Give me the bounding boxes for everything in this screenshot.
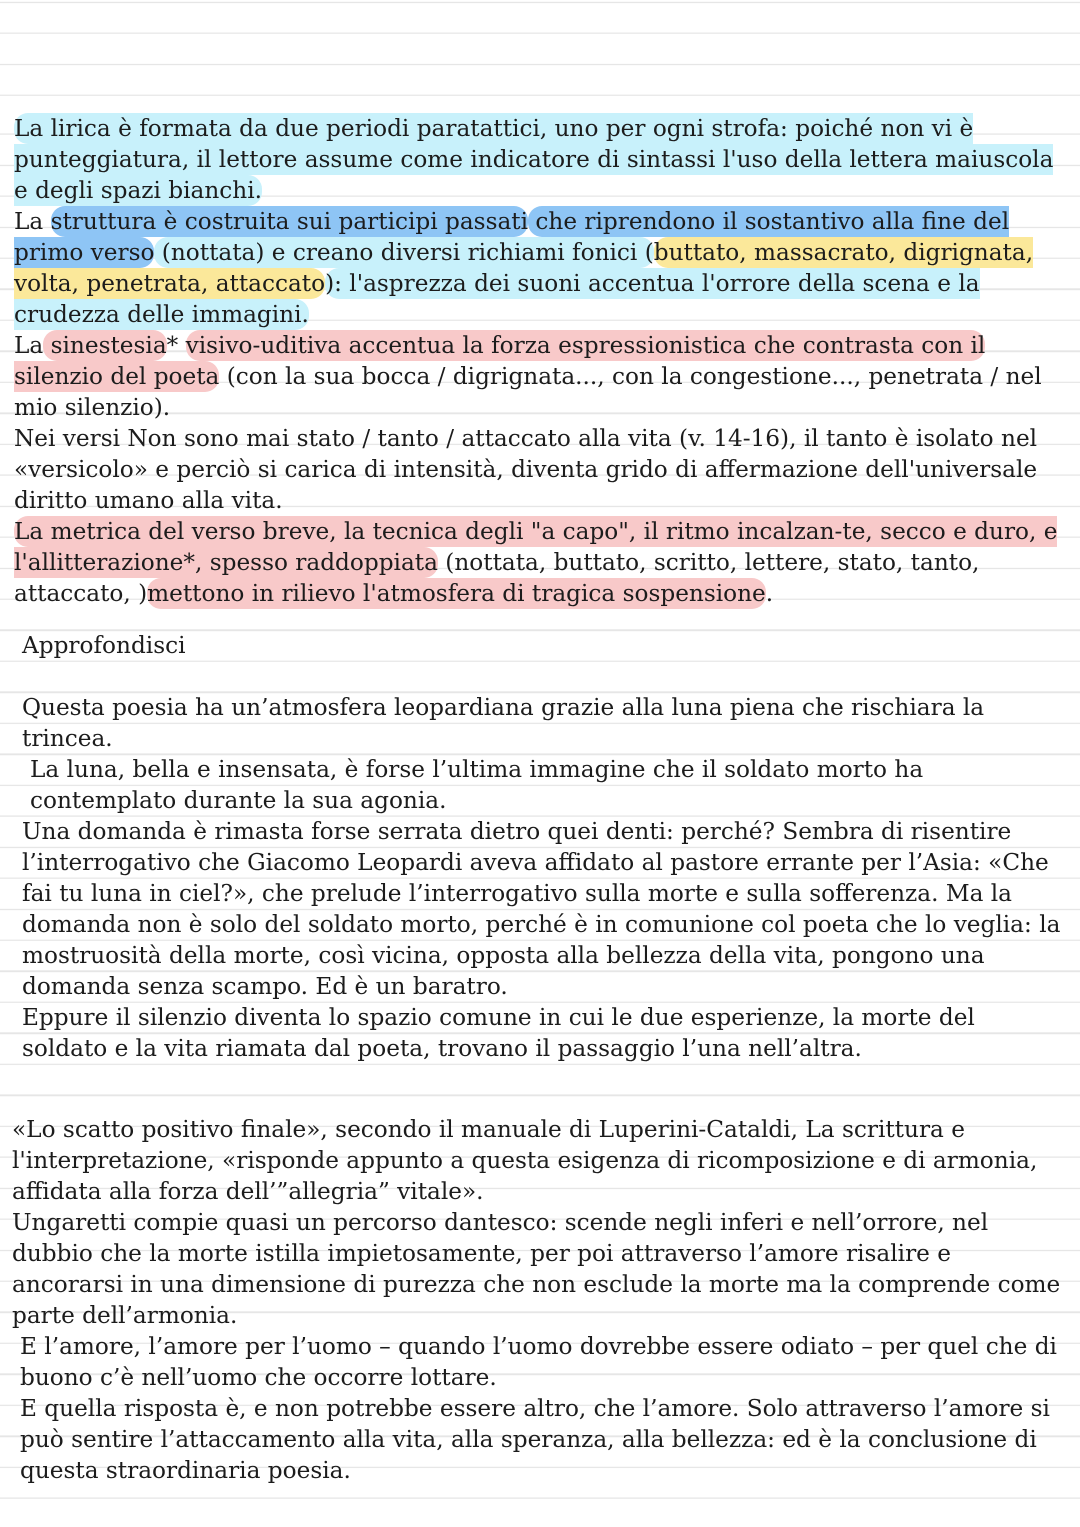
- paragraph-moon: La luna, bella e insensata, è forse l’ultima immagine che il soldato morto ha contemplato durante la sua agonia.: [30, 756, 924, 814]
- analysis-section: [14, 113, 1064, 609]
- highlight-pink: silenzio del poeta: [14, 363, 220, 390]
- section-heading: Approfondisci: [22, 632, 186, 659]
- paragraph-question: Una domanda è rimasta forse serrata dietro quei denti: perché? Sembra di risentire l’interrogativo che Giacomo Leopardi aveva affidato al pastore errante per l’Asia: «Che fai tu luna in ciel?», che prelude l’interrogativo sulla morte e sulla sofferenza. Ma la domanda non è solo del soldato morto, perché è in comunione col poeta che lo veglia: la mostruosità della morte, così vicina, opposta alla bellezza della vita, pongono una domanda senza scampo. Ed è un baratro.: [22, 818, 1061, 1000]
- text: *: [166, 332, 186, 359]
- paragraph-metrics: [14, 516, 1064, 609]
- highlight-pink: visivo-uditiva accentua la forza espressionistica che contrasta con il: [185, 332, 986, 359]
- highlight-pink: La metrica del verso breve, la tecnica degli "a capo", il ritmo incalzan-te, secco e duro, e l'allitterazione*, spesso raddoppiata: [14, 518, 1058, 576]
- highlight-blue: che riprendono il sostantivo alla fine del primo verso: [14, 208, 1010, 266]
- paragraph-answer: E quella risposta è, e non potrebbe essere altro, che l’amore. Solo attraverso l’amore si può sentire l’attaccamento alla vita, alla speranza, alla bellezza: ed è la conclusione di questa straordinaria poesia.: [20, 1395, 1050, 1484]
- text: La: [14, 208, 51, 235]
- paragraph-luperini: «Lo scatto positivo finale», secondo il manuale di Luperini-Cataldi, La scrittura e l'interpretazione, «risponde appunto a questa esigenza di ricomposizione e di armonia, affidata alla forza dell’”allegria” vitale».: [12, 1116, 1038, 1205]
- highlight-cyan: ): l'asprezza dei suoni accentua l'orrore della scena e la crudezza delle immagini.: [14, 270, 980, 328]
- paragraph-structure: [14, 113, 1064, 206]
- paragraph-participles: [14, 206, 1064, 330]
- text: (nottata, buttato, scritto, lettere, stato, tanto, attaccato, ): [14, 549, 980, 607]
- highlight-cyan: (nottata) e creano diversi richiami fonici (: [154, 239, 654, 266]
- spacer: [22, 661, 1062, 692]
- conclusion-section: [12, 1114, 1067, 1486]
- paragraph-dante: Ungaretti compie quasi un percorso dantesco: scende negli inferi e nell’orrore, nel dubbio che la morte istilla impietosamente, per poi attraverso l’amore risalire e ancorarsi in una dimensione di purezza che non esclude la morte ma la comprende come parte dell’armonia.: [12, 1209, 1061, 1329]
- paragraph-silence: Eppure il silenzio diventa lo spazio comune in cui le due esperienze, la morte del soldato e la vita riamata dal poeta, trovano il passaggio l’una nell’altra.: [22, 1004, 975, 1062]
- paragraph-love: E l’amore, l’amore per l’uomo – quando l’uomo dovrebbe essere odiato – per quel che di buono c’è nell’uomo che occorre lottare.: [20, 1333, 1057, 1391]
- text: (con la sua bocca / digrignata..., con la congestione..., penetrata / nel mio silenzio).: [14, 363, 1042, 421]
- paragraph-tanto: Nei versi Non sono mai stato / tanto / attaccato alla vita (v. 14-16), il tanto è isolato nel «versicolo» e perciò si carica di intensità, diventa grido di affermazione dell'universale diritto umano alla vita.: [14, 425, 1038, 514]
- highlight-yellow: buttato, massacrato, digrignata, volta, penetrata, attaccato: [14, 239, 1034, 297]
- paragraph-leopardi: Questa poesia ha un’atmosfera leopardiana grazie alla luna piena che rischiara la trincea.: [22, 694, 985, 752]
- deepening-section: [22, 630, 1062, 1064]
- highlight-pink: sinestesia: [43, 332, 167, 359]
- highlight-pink: mettono in rilievo l'atmosfera di tragica sospensione: [147, 580, 766, 607]
- text: .: [765, 580, 774, 607]
- highlight-cyan: La lirica è formata da due periodi paratattici, uno per ogni strofa: poiché non vi è punteggiatura, il lettore assume come indicatore di sintassi l'uso della lettera maiuscola e degli spazi bianchi.: [14, 115, 1054, 204]
- text: La: [14, 332, 44, 359]
- highlight-blue: struttura è costruita sui participi passati: [50, 208, 529, 235]
- paragraph-synesthesia: [14, 330, 1064, 423]
